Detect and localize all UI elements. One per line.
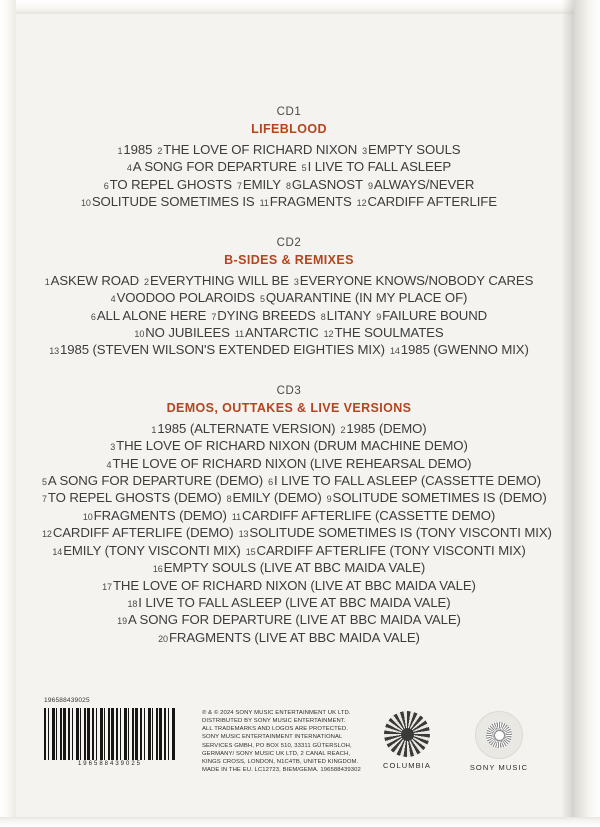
disc-title: DEMOS, OUTTAKES & LIVE VERSIONS [166,400,412,415]
disc-block [42,384,552,646]
sony-music-logo [466,711,532,772]
track-number: 7 [211,311,217,322]
track-number: 1 [117,146,123,156]
legal-footer [42,697,536,805]
legal-line: GERMANY/ SONY MUSIC UK LTD, 2 CANAL REACH, [202,750,351,757]
track-number: 9 [326,494,332,505]
track-title: 1985 (GWENNO MIX) [400,342,529,358]
track-title: ALWAYS/NEVER [373,176,475,192]
track-number: 5 [259,294,265,305]
track-line [42,472,541,489]
track-title: ANTARCTIC [245,324,319,340]
track-number: 12 [323,328,334,339]
track-number: 2 [340,424,346,435]
track-number: 10 [82,511,93,522]
legal-line: SERVICES GMBH, PO BOX 510, 33311 GÜTERSLOH, [202,742,352,749]
track-number: 7 [236,180,242,191]
track-number: 11 [231,511,241,522]
track-title: SOLITUDE SOMETIMES IS (TONY VISCONTI MIX) [249,525,552,541]
track-list [42,272,536,359]
track-title: FAILURE BOUND [382,307,488,323]
track-title: 1985 (ALTERNATE VERSION) [157,420,336,436]
track-number: 9 [376,311,382,322]
track-title: CARDIFF AFTERLIFE [367,194,497,210]
track-title: FRAGMENTS (LIVE AT BBC MAIDA VALE) [168,629,420,645]
track-list [42,141,536,211]
track-title: ALL ALONE HERE [96,307,207,323]
track-line [42,524,552,541]
track-number: 2 [144,276,149,287]
track-title: A SONG FOR DEPARTURE [132,159,297,175]
label-logos [374,711,532,772]
track-number: 19 [117,616,127,627]
spine-shadow [562,0,574,827]
track-number: 7 [42,494,47,505]
track-title: CARDIFF AFTERLIFE (TONY VISCONTI MIX) [256,542,526,558]
track-title: EMILY [242,176,281,192]
track-title: TO REPEL GHOSTS (DEMO) [47,490,222,506]
track-line [42,611,536,628]
track-title: ASKEW ROAD [50,272,140,288]
track-line [42,559,536,576]
track-line [42,176,536,193]
track-number: 3 [110,442,116,453]
catalog-number: 196588439025 [44,697,90,704]
track-number: 11 [234,328,245,339]
track-line [42,489,547,506]
track-title: QUARANTINE (IN MY PLACE OF) [265,290,468,306]
track-title: THE LOVE OF RICHARD NIXON (LIVE AT BBC MAIDA VALE) [112,577,476,593]
track-number: 15 [245,546,256,557]
track-number: 3 [293,276,299,287]
legal-line: MADE IN THE EU. LC12723, BIEM/GEMA. 196588439302 [202,766,361,773]
disc-block [42,106,536,211]
track-title: GLASNOST [291,176,363,192]
track-title: EVERYONE KNOWS/NOBODY CARES [299,272,534,288]
back-cover-panel [16,14,562,817]
disc-title: LIFEBLOOD [251,122,327,136]
track-title: THE LOVE OF RICHARD NIXON (DRUM MACHINE DEMO) [116,438,468,454]
track-title: 1985 (STEVEN WILSON'S EXTENDED EIGHTIES MIX) [60,342,385,358]
track-number: 6 [103,180,109,191]
track-title: THE LOVE OF RICHARD NIXON (LIVE REHEARSAL DEMO) [112,455,472,471]
legal-line: SONY MUSIC ENTERTAINMENT INTERNATIONAL [202,734,343,741]
track-number: 14 [52,546,63,557]
track-title: I LIVE TO FALL ASLEEP (LIVE AT BBC MAIDA VALE) [138,595,451,611]
tracklist-container [16,14,562,672]
track-title: EMPTY SOULS [368,142,461,157]
legal-line: DISTRIBUTED BY SONY MUSIC ENTERTAINMENT. [202,718,346,725]
sony-music-sphere-icon [475,711,523,759]
track-number: 4 [110,294,116,305]
track-number: 5 [42,477,47,488]
track-title: THE LOVE OF RICHARD NIXON [163,142,358,157]
track-line [42,594,536,611]
track-number: 12 [356,198,367,209]
disc-label: CD2 [276,236,302,249]
track-line [42,420,536,437]
columbia-walking-eye-icon [384,711,430,757]
track-number: 10 [134,328,145,339]
track-number: 5 [301,163,307,174]
track-number: 8 [286,180,291,191]
track-number: 9 [367,180,373,191]
disc-label: CD3 [276,384,302,397]
track-list [42,420,552,646]
track-title: 1985 (DEMO) [346,420,427,436]
track-number: 4 [126,163,132,174]
track-title: I LIVE TO FALL ASLEEP [307,159,452,175]
track-number: 17 [102,581,112,592]
track-line [42,629,536,646]
track-title: FRAGMENTS [269,194,352,210]
track-number: 6 [90,311,96,322]
columbia-logo [374,711,440,770]
track-title: I LIVE TO FALL ASLEEP (CASSETTE DEMO) [273,473,541,489]
track-line [42,577,536,594]
track-number: 3 [362,146,368,156]
track-number: 13 [49,346,60,357]
track-number: 2 [157,146,163,156]
sony-music-logo-caption: SONY MUSIC [469,763,529,772]
track-title: FRAGMENTS (DEMO) [93,507,227,523]
track-title: EMILY (DEMO) [232,490,322,506]
legal-line: ALL TRADEMARKS AND LOGOS ARE PROTECTED. [202,726,348,733]
track-number: 16 [152,564,163,575]
legal-line: KINGS CROSS, LONDON, N1C4TB, UNITED KINGDOM. [202,758,359,765]
track-title: 1985 [123,142,153,157]
track-number: 1 [151,424,157,435]
track-number: 20 [158,633,168,644]
page-edge-bottom [0,817,600,827]
track-number: 18 [127,599,138,610]
track-line [42,455,536,472]
track-title: SOLITUDE SOMETIMES IS (DEMO) [332,490,547,506]
track-number: 8 [320,311,326,322]
track-line [42,289,536,306]
track-title: CARDIFF AFTERLIFE (DEMO) [52,525,234,541]
track-title: EVERYTHING WILL BE [149,272,289,288]
columbia-logo-caption: COLUMBIA [383,761,431,770]
track-title: VOODOO POLAROIDS [116,290,255,306]
disc-label: CD1 [276,106,302,118]
page-edge-right [574,0,600,827]
track-title: DYING BREEDS [217,307,316,323]
track-line [42,272,536,289]
track-number: 11 [259,198,269,209]
track-title: EMPTY SOULS (LIVE AT BBC MAIDA VALE) [163,560,426,576]
track-number: 8 [226,494,232,505]
track-number: 13 [238,529,249,540]
track-line [42,158,536,175]
barcode-digits: 196588439025 [77,761,143,767]
legal-line: ℗ & © 2024 SONY MUSIC ENTERTAINMENT UK LTD. [202,710,351,716]
track-number: 12 [42,529,52,540]
track-number: 14 [389,346,400,357]
track-line [42,542,536,559]
track-title: A SONG FOR DEPARTURE (LIVE AT BBC MAIDA VALE) [127,612,461,628]
track-line [42,341,536,358]
track-line [42,193,536,210]
track-title: LITANY [326,307,372,323]
track-line [42,307,536,324]
track-line [42,324,536,341]
disc-title: B-SIDES & REMIXES [224,252,354,267]
disc-block [42,237,536,359]
track-title: A SONG FOR DEPARTURE (DEMO) [47,473,264,489]
track-line [42,437,536,454]
track-number: 10 [81,198,91,209]
track-title: SOLITUDE SOMETIMES IS [91,194,255,210]
track-number: 1 [44,276,50,287]
track-number: 6 [268,477,273,488]
track-line [42,507,536,524]
track-title: EMILY (TONY VISCONTI MIX) [63,542,241,558]
track-title: CARDIFF AFTERLIFE (CASSETTE DEMO) [242,507,496,523]
page-edge-top [0,0,600,14]
track-number: 4 [106,459,112,470]
track-line [42,141,536,158]
barcode-icon [44,708,176,760]
track-title: THE SOULMATES [334,324,444,340]
track-title: NO JUBILEES [145,324,230,340]
page-edge-left [0,0,16,827]
track-title: TO REPEL GHOSTS [109,176,232,192]
